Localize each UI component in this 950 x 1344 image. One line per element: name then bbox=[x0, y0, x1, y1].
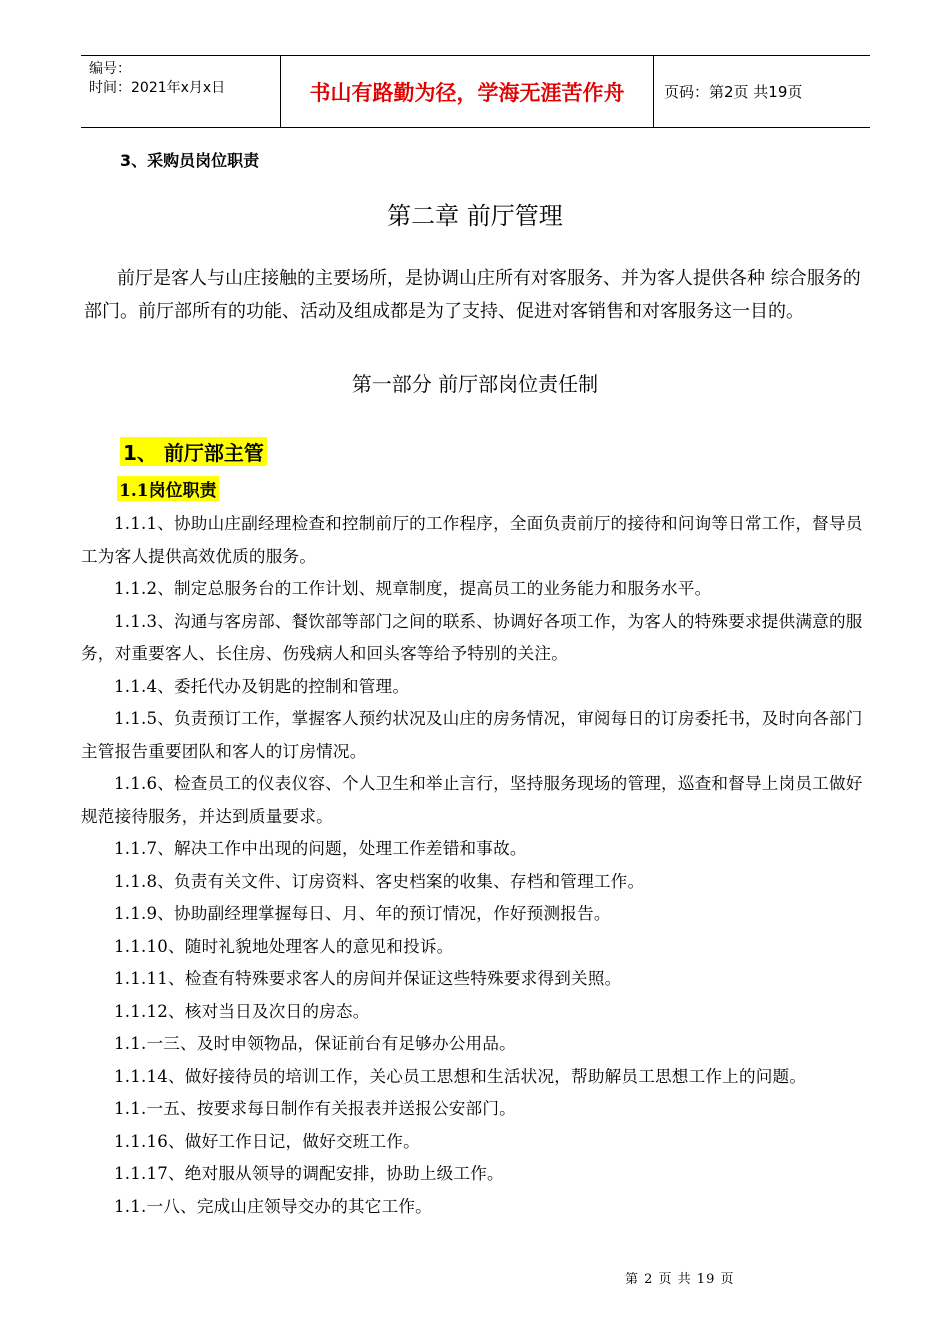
duty-list bbox=[81, 508, 871, 1223]
duty-item: 1.1.12、核对当日及次日的房态。 bbox=[114, 1001, 370, 1021]
header-page-label: 页码：第2页 共19页 bbox=[664, 83, 803, 101]
duty-item: 1.1.4、委托代办及钥匙的控制和管理。 bbox=[114, 676, 410, 696]
header-meta bbox=[81, 56, 281, 127]
duty-item: 1.1.7、解决工作中出现的问题，处理工作差错和事故。 bbox=[114, 839, 527, 858]
duty-item: 1.1.11、检查有特殊要求客人的房间并保证这些特殊要求得到关照。 bbox=[114, 969, 622, 988]
intro-paragraph bbox=[84, 262, 864, 328]
header-motto: 书山有路勤为径，学海无涯苦作舟 bbox=[281, 56, 654, 127]
part-title: 第一部分 前厅部岗位责任制 bbox=[351, 372, 599, 396]
duty-item: 1.1.16、做好工作日记，做好交班工作。 bbox=[114, 1131, 420, 1151]
duty-item: 1.1.8、负责有关文件、订房资料、客史档案的收集、存档和管理工作。 bbox=[114, 871, 645, 891]
duty-item: 1.1.9、协助副经理掌握每日、月、年的预订情况，作好预测报告。 bbox=[114, 904, 611, 923]
duty-item: 1.1.5、负责预订工作，掌握客人预约状况及山庄的房务情况，审阅每日的订房委托书，及时向各部门主管报告重要团队和客人的订房情况。 bbox=[81, 709, 863, 761]
duty-item: 1.1.一五、按要求每日制作有关报表并送报公安部门。 bbox=[114, 1099, 516, 1118]
duty-item: 1.1.6、检查员工的仪表仪容、个人卫生和举止言行，坚持服务现场的管理，巡查和督导上岗员工做好规范接待服务，并达到质量要求。 bbox=[81, 774, 863, 826]
duty-item: 1.1.3、沟通与客房部、餐饮部等部门之间的联系、协调好各项工作，为客人的特殊要求提供满意的服务，对重要客人、长住房、伤残病人和回头客等给予特别的关注。 bbox=[81, 611, 863, 663]
section-title: 3、采购员岗位职责 bbox=[120, 151, 260, 170]
duty-item: 1.1.1、协助山庄副经理检查和控制前厅的工作程序，全面负责前厅的接待和问询等日常工作，督导员工为客人提供高效优质的服务。 bbox=[81, 514, 863, 566]
number-label: 编号： bbox=[89, 61, 131, 77]
heading-front-office-supervisor: 1、 前厅部主管 bbox=[120, 437, 267, 466]
intro-text: 前厅是客人与山庄接触的主要场所，是协调山庄所有对客服务、并为客人提供各种 综合服务的部门。前厅部所有的功能、活动及组成都是为了支持、促进对客销售和对客服务这一目的。 bbox=[84, 268, 861, 322]
duty-item: 1.1.10、随时礼貌地处理客人的意见和投诉。 bbox=[114, 936, 454, 956]
duty-item: 1.1.14、做好接待员的培训工作，关心员工思想和生活状况，帮助解员工思想工作上的问题。 bbox=[114, 1066, 807, 1086]
heading-job-duties: 1.1岗位职责 bbox=[117, 476, 219, 501]
duty-item: 1.1.2、制定总服务台的工作计划、规章制度，提高员工的业务能力和服务水平。 bbox=[114, 579, 712, 598]
chapter-title: 第二章 前厅管理 bbox=[387, 202, 563, 230]
page-footer: 第 2 页 共 19 页 bbox=[625, 1272, 735, 1287]
duty-item: 1.1.一三、及时申领物品，保证前台有足够办公用品。 bbox=[114, 1034, 516, 1053]
duty-item: 1.1.一八、完成山庄领导交办的其它工作。 bbox=[114, 1196, 432, 1216]
date-label: 时间：2021年x月x日 bbox=[89, 80, 226, 96]
duty-item: 1.1.17、绝对服从领导的调配安排，协助上级工作。 bbox=[114, 1164, 504, 1183]
document-header bbox=[81, 55, 870, 128]
